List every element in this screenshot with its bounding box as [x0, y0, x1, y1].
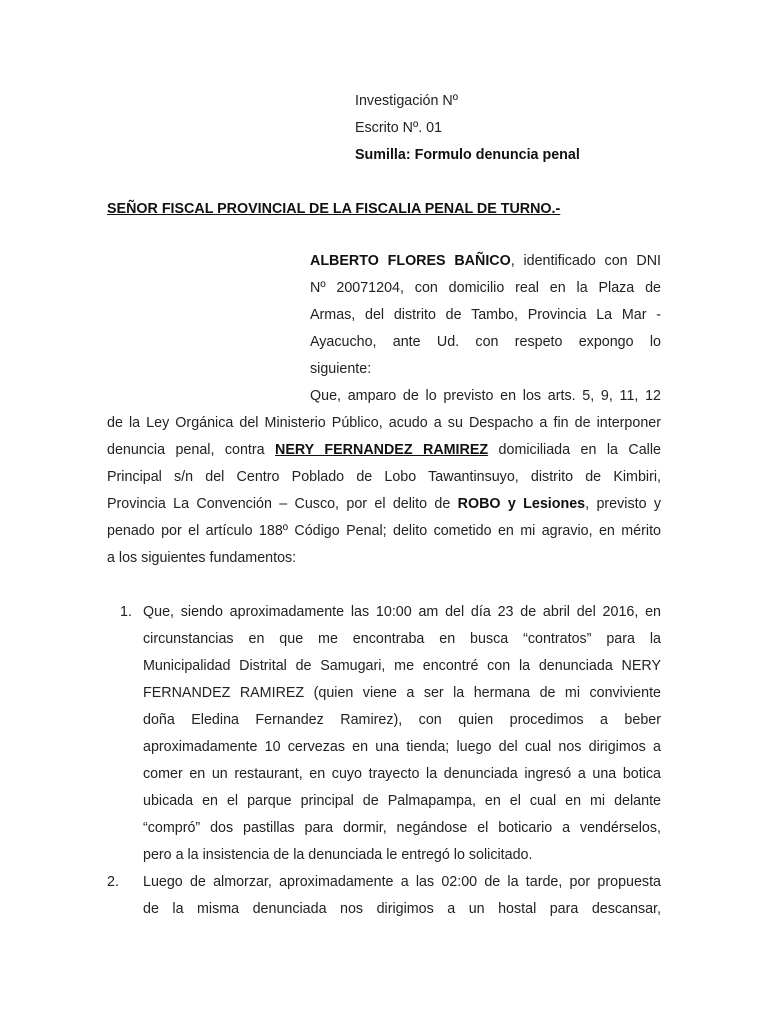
intro-line-5: siguiente:	[310, 361, 372, 377]
body-line-1: Que, amparo de lo previsto en los arts. 5, 9, 11, 12	[310, 388, 661, 404]
item-1-line: aproximadamente 10 cervezas en una tienda; luego del cual nos dirigimos a	[143, 739, 661, 755]
item-1-number: 1.	[120, 604, 132, 620]
item-1-line: doña Eledina Fernandez Ramirez), con quien procedimos a beber	[143, 712, 661, 728]
body-line-6: penado por el artículo 188º Código Penal; delito cometido en mi agravio, en mérito	[107, 523, 661, 539]
body-line-3	[107, 441, 661, 459]
item-1-line: Que, siendo aproximadamente las 10:00 am del día 23 de abril del 2016, en	[143, 604, 661, 620]
body-line-3-post: domiciliada en la Calle	[488, 442, 661, 458]
body-line-3-pre: denuncia penal, contra	[107, 442, 276, 458]
item-1-line: comer en un restaurant, en cuyo trayecto la denunciada ingresó a una botica	[143, 766, 661, 782]
item-1-line: pero a la insistencia de la denunciada le entregó lo solicitado.	[143, 847, 533, 863]
body-line-7: a los siguientes fundamentos:	[107, 550, 297, 566]
item-1-line: “compró” dos pastillas para dormir, negándose el boticario a vendérselos,	[143, 820, 661, 836]
item-1-line: ubicada en el parque principal de Palmapampa, en el cual en mi delante	[143, 793, 661, 809]
intro-line-1-rest: , identificado con DNI	[510, 253, 661, 269]
intro-line-1	[310, 252, 661, 270]
sumilla-label: Sumilla: Formulo denuncia penal	[355, 147, 580, 163]
investigacion-label: Investigación Nº	[355, 93, 458, 109]
item-1-line: circunstancias en que me encontraba en busca “contratos” para la	[143, 631, 661, 647]
escrito-label: Escrito Nº. 01	[355, 120, 443, 136]
accused-name: NERY FERNANDEZ RAMIREZ	[275, 442, 489, 458]
body-line-4: Principal s/n del Centro Poblado de Lobo Tawantinsuyo, distrito de Kimbiri,	[107, 469, 661, 485]
intro-line-3: Armas, del distrito de Tambo, Provincia La Mar -	[310, 307, 661, 323]
body-line-5-pre: Provincia La Convención – Cusco, por el delito de	[107, 496, 458, 512]
body-line-2: de la Ley Orgánica del Ministerio Público, acudo a su Despacho a fin de interponer	[107, 415, 661, 431]
body-line-5-post: , previsto y	[585, 496, 662, 512]
addressee-heading: SEÑOR FISCAL PROVINCIAL DE LA FISCALIA PENAL DE TURNO.-	[107, 201, 561, 217]
item-1-line: FERNANDEZ RAMIREZ (quien viene a ser la hermana de mi conviviente	[143, 685, 661, 701]
complainant-name: ALBERTO FLORES BAÑICO	[310, 253, 511, 269]
intro-line-4: Ayacucho, ante Ud. con respeto expongo lo	[310, 334, 661, 350]
item-2-number: 2.	[107, 874, 119, 890]
item-2-line: Luego de almorzar, aproximadamente a las 02:00 de la tarde, por propuesta	[143, 874, 661, 890]
body-line-5	[107, 495, 661, 513]
intro-line-2: Nº 20071204, con domicilio real en la Plaza de	[310, 280, 661, 296]
crime-name: ROBO y Lesiones	[457, 496, 586, 512]
item-1-line: Municipalidad Distrital de Samugari, me encontré con la denunciada NERY	[143, 658, 661, 674]
item-2-line: de la misma denunciada nos dirigimos a un hostal para descansar,	[143, 901, 661, 917]
